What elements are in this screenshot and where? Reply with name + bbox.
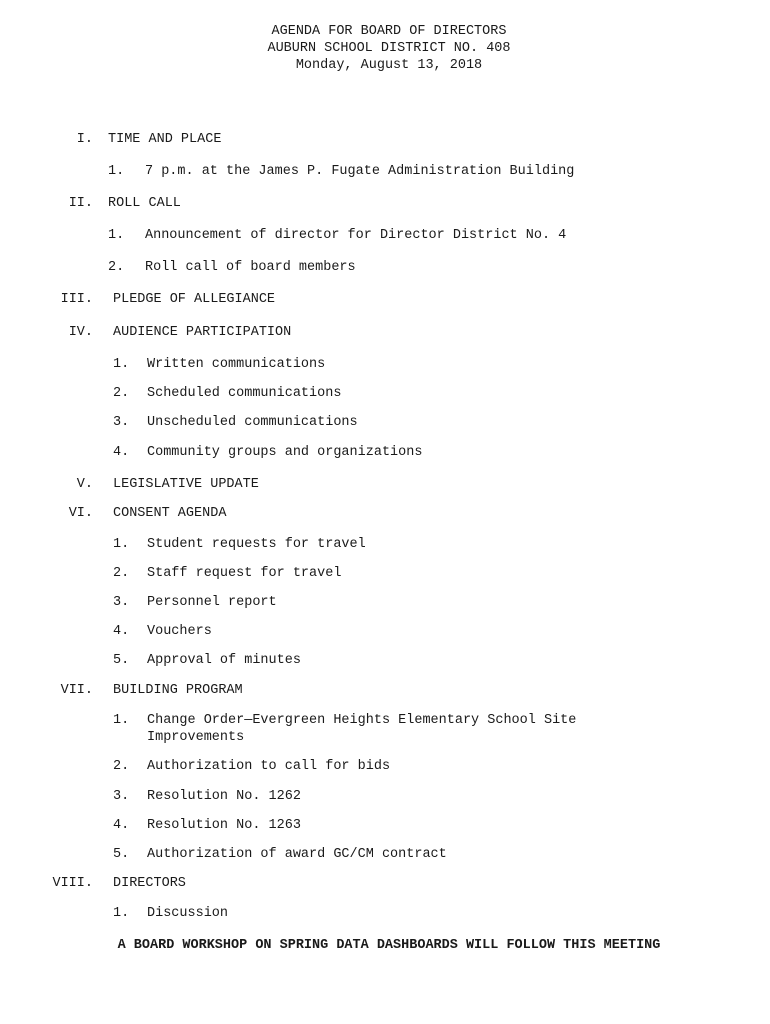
section-title: DIRECTORS xyxy=(113,876,186,891)
item-text: Approval of minutes xyxy=(147,653,301,668)
item-number: 5. xyxy=(113,847,130,862)
item-text: Student requests for travel xyxy=(147,537,366,552)
section-number: III. xyxy=(60,292,93,307)
item-text: Resolution No. 1263 xyxy=(147,818,301,833)
section-title: ROLL CALL xyxy=(108,196,181,211)
item-number: 4. xyxy=(113,445,130,460)
item-number: 3. xyxy=(113,595,130,610)
item-text: Announcement of director for Director District No. 4 xyxy=(145,228,567,243)
section-title: AUDIENCE PARTICIPATION xyxy=(113,325,292,340)
item-number: 4. xyxy=(113,624,130,639)
header-district: AUBURN SCHOOL DISTRICT NO. 408 xyxy=(267,41,511,56)
section-title: CONSENT AGENDA xyxy=(113,506,227,521)
item-number: 2. xyxy=(113,386,130,401)
item-text: Authorization to call for bids xyxy=(147,759,391,774)
item-text: Discussion xyxy=(147,906,229,921)
item-number: 2. xyxy=(108,260,125,275)
item-number: 1. xyxy=(113,906,130,921)
item-number: 1. xyxy=(108,228,125,243)
item-text: Written communications xyxy=(147,357,326,372)
item-text: Roll call of board members xyxy=(145,260,356,275)
workshop-notice: A BOARD WORKSHOP ON SPRING DATA DASHBOARDS WILL FOLLOW THIS MEETING xyxy=(117,938,661,953)
item-text: Community groups and organizations xyxy=(147,445,423,460)
section-number: V. xyxy=(76,477,93,492)
item-number: 1. xyxy=(108,164,125,179)
section-title: LEGISLATIVE UPDATE xyxy=(113,477,259,492)
header-title: AGENDA FOR BOARD OF DIRECTORS xyxy=(271,24,507,39)
agenda-header xyxy=(0,23,770,74)
section-title: TIME AND PLACE xyxy=(108,132,222,147)
item-text: Scheduled communications xyxy=(147,386,342,401)
item-number: 1. xyxy=(113,357,130,372)
section-number: VIII. xyxy=(52,876,93,891)
section-title: PLEDGE OF ALLEGIANCE xyxy=(113,292,276,307)
item-text: Personnel report xyxy=(147,595,277,610)
header-date: Monday, August 13, 2018 xyxy=(295,58,483,73)
item-number: 5. xyxy=(113,653,130,668)
item-number: 4. xyxy=(113,818,130,833)
item-text: Authorization of award GC/CM contract xyxy=(147,847,447,862)
item-text: Unscheduled communications xyxy=(147,415,358,430)
item-number: 2. xyxy=(113,566,130,581)
item-number: 2. xyxy=(113,759,130,774)
item-text: Vouchers xyxy=(147,624,212,639)
item-number: 1. xyxy=(113,713,130,728)
item-text: Resolution No. 1262 xyxy=(147,789,301,804)
item-number: 3. xyxy=(113,415,130,430)
section-number: VI. xyxy=(68,506,93,521)
section-number: VII. xyxy=(60,683,93,698)
item-text: 7 p.m. at the James P. Fugate Administration Building xyxy=(145,164,575,179)
section-number: II. xyxy=(68,196,93,211)
item-number: 1. xyxy=(113,537,130,552)
item-number: 3. xyxy=(113,789,130,804)
item-text: Staff request for travel xyxy=(147,566,342,581)
section-number: IV. xyxy=(68,325,93,340)
section-number: I. xyxy=(76,132,93,147)
section-title: BUILDING PROGRAM xyxy=(113,683,243,698)
item-text: Change Order—Evergreen Heights Elementary School Site Improvements xyxy=(147,713,577,745)
